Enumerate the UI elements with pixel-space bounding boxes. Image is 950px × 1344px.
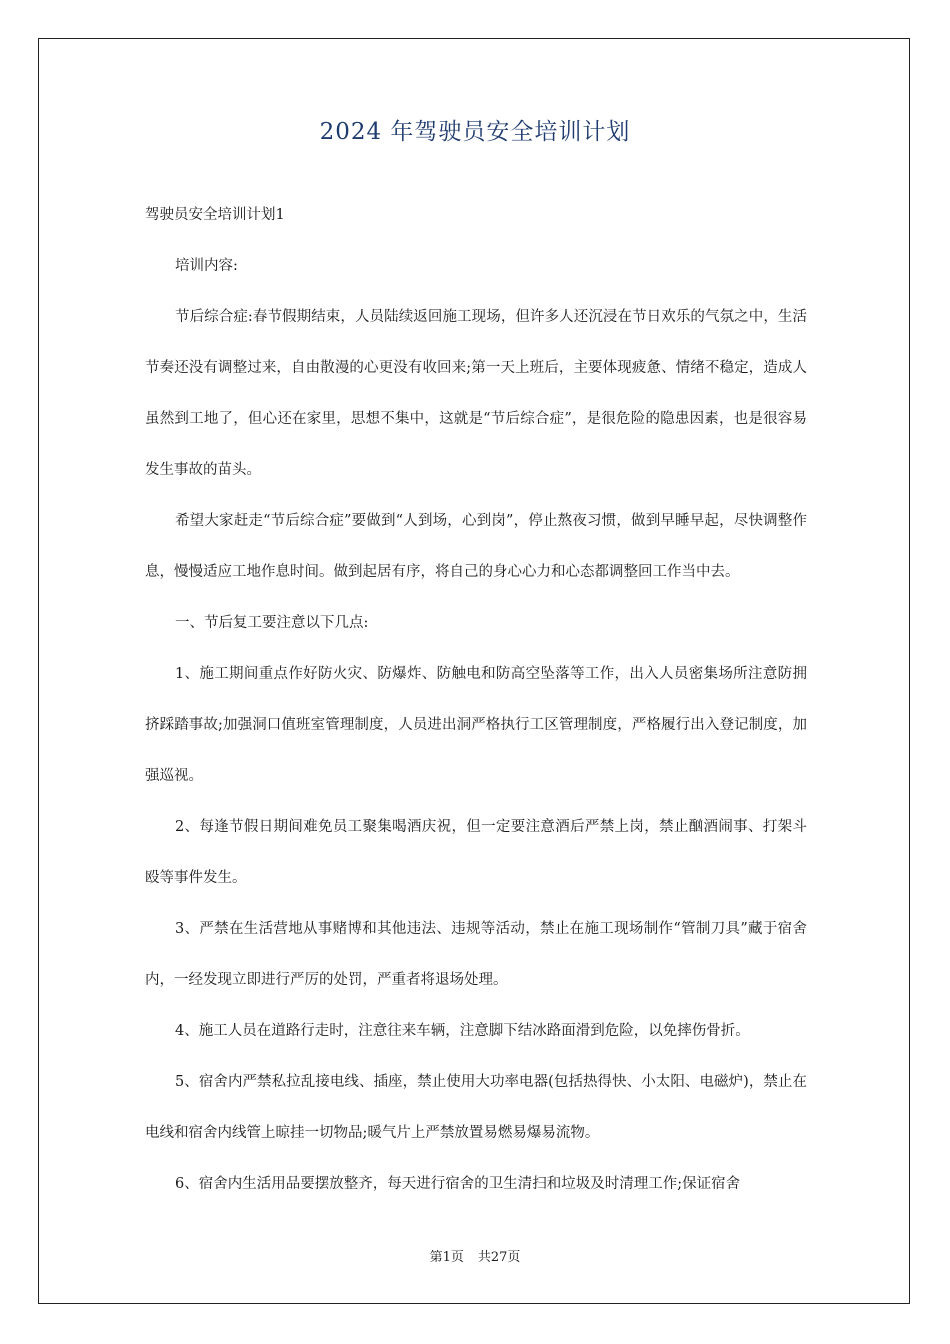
paragraph: 6、宿舍内生活用品要摆放整齐，每天进行宿舍的卫生清扫和垃圾及时清理工作;保证宿舍 <box>175 1176 741 1192</box>
paragraph: 希望大家赶走“节后综合症”要做到“人到场，心到岗”，停止熬夜习惯，做到早睡早起，尽快调整作息，慢慢适应工地作息时间。做到起居有序，将自己的身心心力和心态都调整回工作当中去。 <box>145 513 807 580</box>
paragraph: 驾驶员安全培训计划1 <box>145 207 285 223</box>
paragraph: 3、严禁在生活营地从事赌博和其他违法、违规等活动，禁止在施工现场制作“管制刀具”藏于宿舍内，一经发现立即进行严厉的处罚，严重者将退场处理。 <box>145 921 807 988</box>
page-total: 共27页 <box>477 1250 521 1265</box>
paragraph: 节后综合症:春节假期结束，人员陆续返回施工现场，但许多人还沉浸在节日欢乐的气氛之中，生活节奏还没有调整过来，自由散漫的心更没有收回来;第一天上班后，主要体现疲惫、情绪不稳定，造成人虽然到工地了，但心还在家里，思想不集中，这就是“节后综合症”，是很危险的隐患因素，也是很容易发生事故的苗头。 <box>145 309 807 478</box>
page-number: 第1页 <box>429 1250 464 1265</box>
paragraph: 1、施工期间重点作好防火灾、防爆炸、防触电和防高空坠落等工作，出入人员密集场所注意防拥挤踩踏事故;加强洞口值班室管理制度，人员进出洞严格执行工区管理制度，严格履行出入登记制度，加强巡视。 <box>145 666 807 784</box>
paragraph: 4、施工人员在道路行走时，注意往来车辆，注意脚下结冰路面滑到危险，以免摔伤骨折。 <box>175 1023 750 1039</box>
document-body <box>145 190 807 1210</box>
paragraph: 培训内容: <box>175 258 238 274</box>
page-footer <box>0 1246 950 1265</box>
paragraph: 2、每逢节假日期间难免员工聚集喝酒庆祝，但一定要注意酒后严禁上岗，禁止酗酒闹事、打架斗殴等事件发生。 <box>145 819 807 886</box>
paragraph: 5、宿舍内严禁私拉乱接电线、插座，禁止使用大功率电器(包括热得快、小太阳、电磁炉)，禁止在电线和宿舍内线管上晾挂一切物品;暖气片上严禁放置易燃易爆易流物。 <box>145 1074 807 1141</box>
document-title: 2024 年驾驶员安全培训计划 <box>319 119 631 145</box>
paragraph: 一、节后复工要注意以下几点: <box>175 615 369 631</box>
